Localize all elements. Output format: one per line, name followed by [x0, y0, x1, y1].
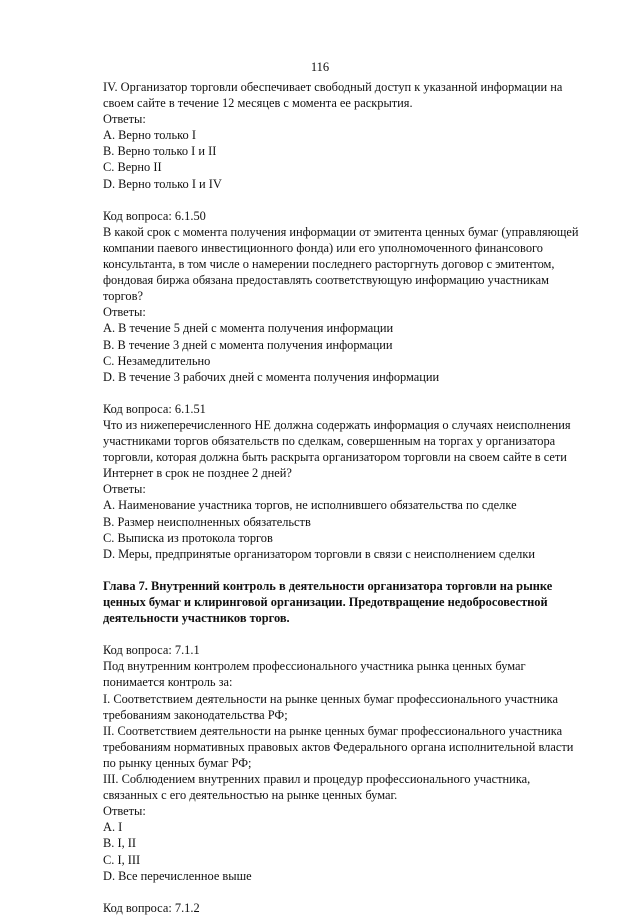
answer-option: B. Верно только I и II — [103, 144, 217, 159]
page-content — [103, 79, 613, 916]
question-text-line: компании паевого инвестиционного фонда) или его уполномоченного финансового — [103, 240, 543, 255]
question-continuation — [103, 79, 613, 192]
spacer — [103, 884, 613, 900]
spacer — [103, 192, 613, 208]
question-7-1-1 — [103, 642, 613, 883]
answers-label: Ответы: — [103, 804, 146, 819]
question-text-line: I. Соответствием деятельности на рынке ценных бумаг профессионального участника — [103, 691, 559, 706]
statement-line: своем сайте в течение 12 месяцев с момента ее раскрытия. — [103, 96, 413, 111]
question-7-1-2 — [103, 900, 613, 916]
answer-option: A. Верно только I — [103, 128, 196, 143]
question-text-line: понимается контроль за: — [103, 675, 233, 690]
question-text-line: консультанта, в том числе о намерении последнего расторгнуть договор с эмитентом, — [103, 257, 555, 272]
question-6-1-51 — [103, 401, 613, 562]
question-text-line: Что из нижеперечисленного НЕ должна содержать информация о случаях неисполнения — [103, 417, 571, 432]
answer-option: B. I, II — [103, 836, 137, 851]
question-text-line: по рынку ценных бумаг РФ; — [103, 755, 252, 770]
question-text-line: торгов? — [103, 289, 143, 304]
answer-option: D. Верно только I и IV — [103, 176, 222, 191]
question-text-line: торговли, которая должна быть раскрыта организатором торговли на своем сайте в сети — [103, 450, 567, 465]
question-text-line: требованиям нормативных правовых актов Федерального органа исполнительной власти — [103, 739, 574, 754]
question-text-line: требованиям законодательства РФ; — [103, 707, 288, 722]
answer-option: A. Наименование участника торгов, не исполнившего обязательства по сделке — [103, 498, 517, 513]
question-text-line: фондовая биржа обязана предоставлять соответствующую информацию участникам — [103, 273, 549, 288]
answer-option: A. В течение 5 дней с момента получения информации — [103, 321, 394, 336]
spacer — [103, 385, 613, 401]
spacer — [103, 562, 613, 578]
answer-option: C. I, III — [103, 852, 141, 867]
question-text-line: участниками торгов обязательств по сделкам, совершенным на торгах у организатора — [103, 434, 556, 449]
chapter-heading — [103, 578, 613, 626]
answer-option: B. Размер неисполненных обязательств — [103, 514, 311, 529]
chapter-title-line: Глава 7. Внутренний контроль в деятельности организатора торговли на рынке — [103, 578, 553, 593]
answer-option: D. В течение 3 рабочих дней с момента получения информации — [103, 369, 440, 384]
answer-option: B. В течение 3 дней с момента получения информации — [103, 337, 393, 352]
answers-label: Ответы: — [103, 482, 146, 497]
question-text-line: Под внутренним контролем профессионального участника рынка ценных бумаг — [103, 659, 526, 674]
answer-option: C. Верно II — [103, 160, 162, 175]
chapter-title-line: ценных бумаг и клиринговой организации. Предотвращение недобросовестной — [103, 595, 548, 609]
answer-option: C. Незамедлительно — [103, 353, 211, 368]
question-text-line: II. Соответствием деятельности на рынке ценных бумаг профессионального участника — [103, 723, 563, 738]
chapter-title-line: деятельности участников торгов. — [103, 611, 290, 626]
answer-option: D. Меры, предпринятые организатором торговли в связи с неисполнением сделки — [103, 546, 535, 561]
answer-option: C. Выписка из протокола торгов — [103, 530, 273, 545]
question-text-line: связанных с его деятельностью на рынке ценных бумаг. — [103, 788, 398, 803]
page-number: 116 — [310, 60, 330, 74]
answer-option: D. Все перечисленное выше — [103, 868, 252, 883]
question-6-1-50 — [103, 208, 613, 385]
question-code: Код вопроса: 6.1.50 — [103, 208, 206, 223]
question-text-line: III. Соблюдением внутренних правил и процедур профессионального участника, — [103, 772, 531, 787]
question-text-line: В какой срок с момента получения информации от эмитента ценных бумаг (управляющей — [103, 224, 579, 239]
answers-label: Ответы: — [103, 305, 146, 320]
answer-option: A. I — [103, 820, 123, 835]
question-code: Код вопроса: 6.1.51 — [103, 401, 206, 416]
answers-label: Ответы: — [103, 112, 146, 127]
question-text-line: Интернет в срок не позднее 2 дней? — [103, 466, 292, 481]
spacer — [103, 626, 613, 642]
statement-line: IV. Организатор торговли обеспечивает свободный доступ к указанной информации на — [103, 80, 563, 94]
question-code: Код вопроса: 7.1.1 — [103, 643, 200, 658]
question-code: Код вопроса: 7.1.2 — [103, 900, 200, 915]
